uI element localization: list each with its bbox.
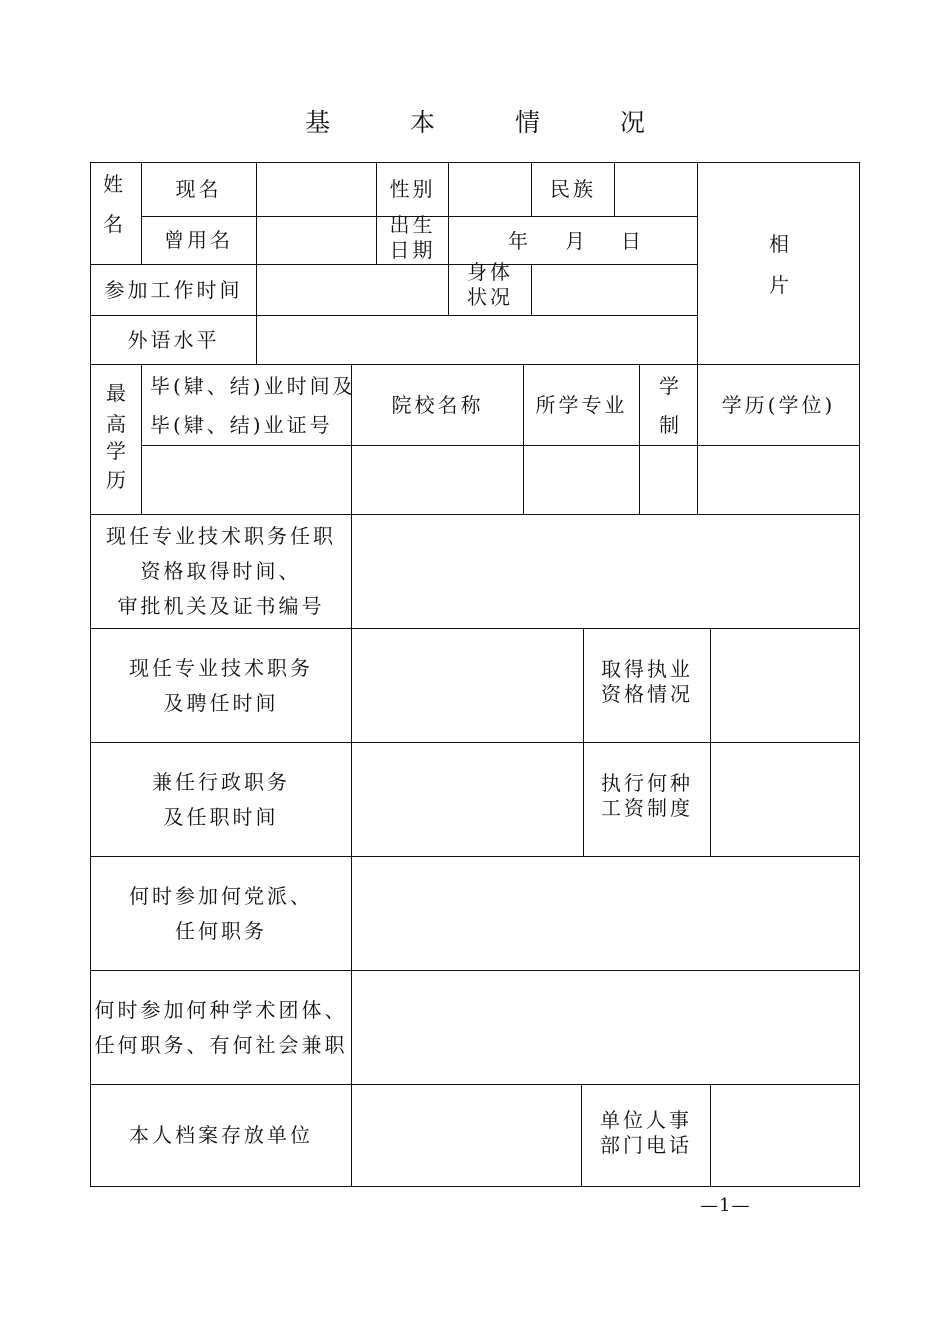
former-name-label: 曾用名 — [164, 228, 233, 252]
current-name-label: 现名 — [175, 177, 222, 201]
admin-post-field[interactable] — [352, 743, 583, 856]
foreign-language-field[interactable] — [257, 316, 697, 364]
license-field[interactable] — [711, 629, 859, 742]
graduation-time-header-1: 毕(肄、结)业时间及 — [150, 374, 356, 398]
name-label-bottom: 名 — [103, 212, 126, 236]
graduation-time-field[interactable] — [142, 446, 351, 514]
wage-system-label: 执行何种 工资制度 — [601, 771, 693, 820]
table-border-right — [859, 162, 860, 1187]
work-start-label: 参加工作时间 — [104, 277, 243, 302]
work-start-field[interactable] — [257, 265, 448, 315]
education-label-4: 历 — [106, 468, 129, 492]
archive-label: 本人档案存放单位 — [129, 1123, 313, 1147]
hr-phone-field[interactable] — [711, 1085, 859, 1186]
table-line — [448, 216, 449, 265]
ethnicity-field[interactable] — [615, 163, 697, 216]
license-label: 取得执业 资格情况 — [601, 657, 693, 706]
qualification-label: 现任专业技术职务任职 资格取得时间、 审批机关及证书编号 — [106, 524, 336, 618]
archive-field[interactable] — [352, 1085, 581, 1186]
gender-label: 性别 — [389, 177, 436, 201]
degree-field[interactable] — [698, 446, 859, 514]
name-label-top: 姓 — [103, 172, 126, 196]
table-border-bottom — [90, 1186, 860, 1187]
birth-month-label: 月 — [565, 229, 588, 253]
qualification-field[interactable] — [352, 515, 859, 628]
current-name-field[interactable] — [257, 163, 376, 216]
society-label: 何时参加何种学术团体、 任何职务、有何社会兼职 — [94, 997, 348, 1057]
admin-post-label: 兼任行政职务 及任职时间 — [152, 769, 290, 829]
duration-field[interactable] — [640, 446, 697, 514]
tech-post-field[interactable] — [352, 629, 583, 742]
duration-header-top: 学 — [659, 374, 682, 398]
gender-field[interactable] — [449, 163, 531, 216]
health-label: 身体 状况 — [467, 260, 513, 309]
birth-year-label: 年 — [508, 229, 531, 253]
birth-date-label: 出生 日期 — [389, 212, 436, 262]
hr-phone-label: 单位人事 部门电话 — [600, 1107, 692, 1157]
birth-day-label: 日 — [621, 229, 644, 253]
photo-box[interactable] — [698, 163, 859, 364]
health-field[interactable] — [532, 265, 697, 315]
major-field[interactable] — [524, 446, 639, 514]
society-field[interactable] — [352, 971, 859, 1084]
graduation-time-header-2: 毕(肄、结)业证号 — [150, 413, 333, 437]
photo-label-top: 相 — [769, 232, 792, 256]
party-field[interactable] — [352, 857, 859, 970]
degree-header: 学历(学位) — [721, 392, 836, 417]
education-label-2: 高 — [106, 412, 129, 436]
school-name-header: 院校名称 — [391, 392, 484, 417]
tech-post-label: 现任专业技术职务 及聘任时间 — [129, 655, 313, 715]
wage-system-field[interactable] — [711, 743, 859, 856]
party-label: 何时参加何党派、 任何职务 — [129, 883, 313, 943]
foreign-language-label: 外语水平 — [127, 327, 220, 352]
former-name-field[interactable] — [257, 217, 376, 264]
ethnicity-label: 民族 — [550, 177, 596, 201]
page-title: 基 本 情 况 — [305, 108, 681, 137]
major-header: 所学专业 — [535, 392, 628, 417]
education-label-3: 学 — [106, 439, 129, 463]
page-number: —1— — [700, 1195, 751, 1216]
duration-header-bottom: 制 — [659, 413, 682, 437]
education-label-1: 最 — [106, 381, 129, 405]
school-name-field[interactable] — [352, 446, 523, 514]
photo-label-bottom: 片 — [769, 273, 792, 297]
